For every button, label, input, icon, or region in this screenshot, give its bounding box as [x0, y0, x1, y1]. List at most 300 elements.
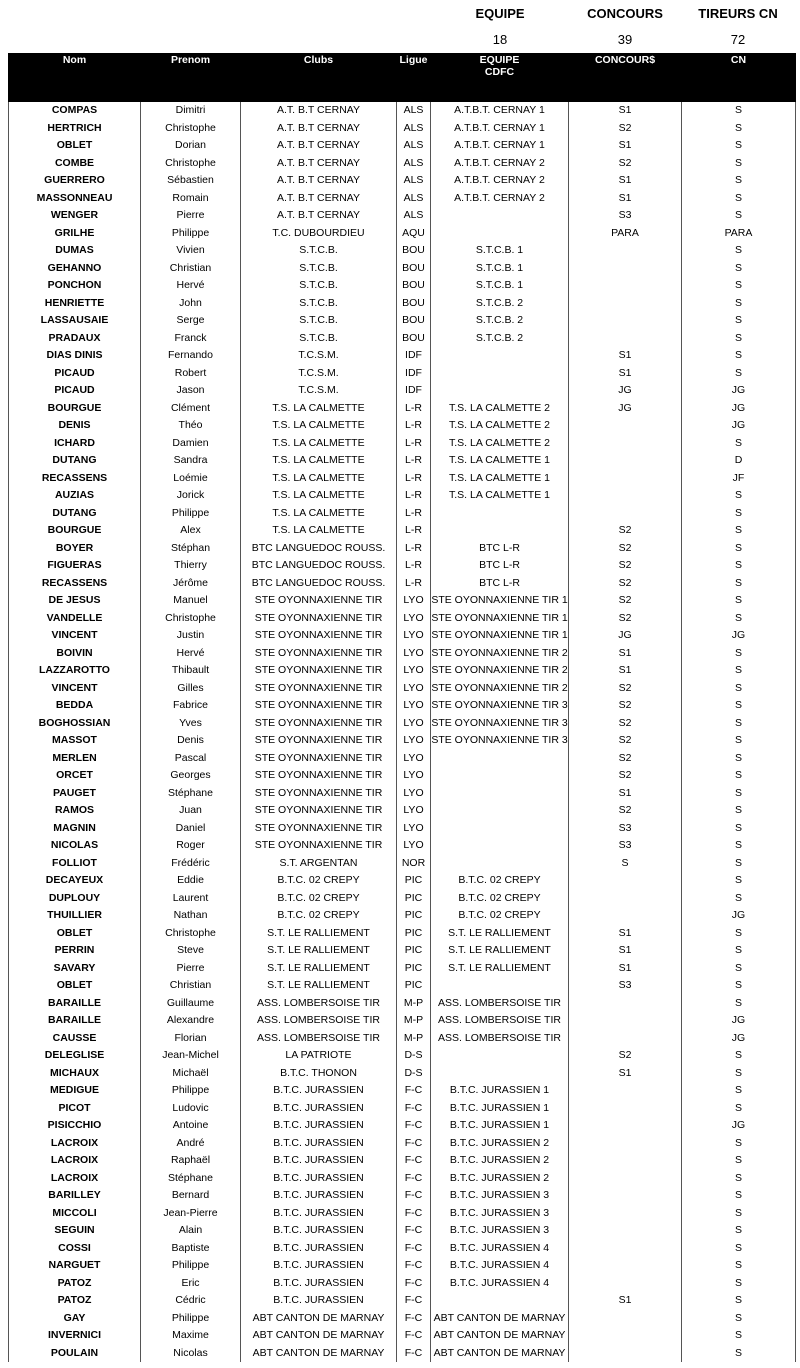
table-row — [9, 1012, 796, 1030]
cell-nom: FIGUERAS — [9, 557, 141, 575]
cell-club: STE OYONNAXIENNE TIR — [241, 627, 397, 645]
cell-equipe: STE OYONNAXIENNE TIR 1 — [431, 627, 569, 645]
cell-ligue: LYO — [397, 802, 431, 820]
cell-prenom: Fernando — [141, 347, 241, 365]
cell-club: STE OYONNAXIENNE TIR — [241, 785, 397, 803]
cell-prenom: Christophe — [141, 610, 241, 628]
cell-cn: S — [682, 1187, 796, 1205]
cell-club: ASS. LOMBERSOISE TIR — [241, 995, 397, 1013]
cell-equipe: B.T.C. JURASSIEN 2 — [431, 1170, 569, 1188]
cell-nom: LACROIX — [9, 1135, 141, 1153]
table-row — [9, 260, 796, 278]
cell-nom: BOIVIN — [9, 645, 141, 663]
cell-nom: RECASSENS — [9, 470, 141, 488]
cell-cn: S — [682, 732, 796, 750]
cell-prenom: Fabrice — [141, 697, 241, 715]
cell-concours — [569, 995, 682, 1013]
cell-cn: S — [682, 1135, 796, 1153]
cell-cn: JG — [682, 1012, 796, 1030]
cell-nom: COMBE — [9, 155, 141, 173]
header-prenom: Prenom — [141, 54, 241, 102]
table-row — [9, 1187, 796, 1205]
table-row — [9, 400, 796, 418]
cell-prenom: Franck — [141, 330, 241, 348]
table-row — [9, 645, 796, 663]
cell-nom: GUERRERO — [9, 172, 141, 190]
cell-equipe — [431, 820, 569, 838]
table-row — [9, 365, 796, 383]
cell-concours — [569, 242, 682, 260]
cell-club: B.T.C. JURASSIEN — [241, 1275, 397, 1293]
cell-concours: S1 — [569, 925, 682, 943]
cell-concours — [569, 872, 682, 890]
cell-club: T.S. LA CALMETTE — [241, 487, 397, 505]
cell-concours — [569, 312, 682, 330]
cell-cn: S — [682, 995, 796, 1013]
cell-ligue: PIC — [397, 907, 431, 925]
cell-equipe: B.T.C. 02 CREPY — [431, 872, 569, 890]
cell-concours: S3 — [569, 820, 682, 838]
cell-nom: DUMAS — [9, 242, 141, 260]
cell-club: ABT CANTON DE MARNAY — [241, 1327, 397, 1345]
cell-club: T.S. LA CALMETTE — [241, 505, 397, 523]
cell-prenom: Hervé — [141, 277, 241, 295]
cell-nom: INVERNICI — [9, 1327, 141, 1345]
cell-ligue: PIC — [397, 925, 431, 943]
cell-equipe: B.T.C. 02 CREPY — [431, 907, 569, 925]
table-row — [9, 785, 796, 803]
table-row — [9, 610, 796, 628]
cell-equipe: STE OYONNAXIENNE TIR 3 — [431, 732, 569, 750]
table-row — [9, 1047, 796, 1065]
cell-nom: VINCENT — [9, 680, 141, 698]
cell-cn: S — [682, 540, 796, 558]
cell-concours: S1 — [569, 662, 682, 680]
table-row — [9, 820, 796, 838]
cell-ligue: NOR — [397, 855, 431, 873]
table-row — [9, 1205, 796, 1223]
cell-equipe: B.T.C. JURASSIEN 3 — [431, 1205, 569, 1223]
cell-nom: GRILHE — [9, 225, 141, 243]
table-row — [9, 487, 796, 505]
cell-prenom: Gilles — [141, 680, 241, 698]
cell-prenom: Justin — [141, 627, 241, 645]
cell-ligue: BOU — [397, 277, 431, 295]
cell-cn: S — [682, 260, 796, 278]
cell-ligue: F-C — [397, 1117, 431, 1135]
cell-equipe: ABT CANTON DE MARNAY — [431, 1310, 569, 1328]
cell-nom: GAY — [9, 1310, 141, 1328]
cell-nom: PATOZ — [9, 1275, 141, 1293]
cell-nom: COSSI — [9, 1240, 141, 1258]
cell-prenom: Philippe — [141, 1257, 241, 1275]
table-row — [9, 295, 796, 313]
cell-nom: DE JESUS — [9, 592, 141, 610]
cell-ligue: IDF — [397, 347, 431, 365]
table-row — [9, 522, 796, 540]
cell-cn: S — [682, 347, 796, 365]
cell-nom: MASSONNEAU — [9, 190, 141, 208]
cell-nom: HERTRICH — [9, 120, 141, 138]
cell-cn: S — [682, 575, 796, 593]
cell-ligue: L-R — [397, 417, 431, 435]
cell-equipe: A.T.B.T. CERNAY 1 — [431, 102, 569, 120]
cell-equipe — [431, 837, 569, 855]
cell-concours: S2 — [569, 610, 682, 628]
cell-club: B.T.C. 02 CREPY — [241, 890, 397, 908]
cell-prenom: Philippe — [141, 1310, 241, 1328]
cell-club: S.T. LE RALLIEMENT — [241, 977, 397, 995]
cell-equipe: S.T.C.B. 1 — [431, 260, 569, 278]
cell-concours — [569, 417, 682, 435]
cell-prenom: Christian — [141, 977, 241, 995]
table-row — [9, 347, 796, 365]
cell-cn: S — [682, 1275, 796, 1293]
table-row — [9, 1257, 796, 1275]
cell-club: S.T. LE RALLIEMENT — [241, 942, 397, 960]
cell-club: ASS. LOMBERSOISE TIR — [241, 1012, 397, 1030]
cell-concours: S1 — [569, 190, 682, 208]
cell-nom: DUTANG — [9, 505, 141, 523]
cell-club: T.S. LA CALMETTE — [241, 435, 397, 453]
cell-cn: S — [682, 155, 796, 173]
cell-nom: DUTANG — [9, 452, 141, 470]
table-row — [9, 977, 796, 995]
cell-ligue: F-C — [397, 1205, 431, 1223]
cell-club: A.T. B.T CERNAY — [241, 120, 397, 138]
cell-prenom: Loémie — [141, 470, 241, 488]
cell-concours: S1 — [569, 645, 682, 663]
cell-cn: S — [682, 977, 796, 995]
cell-ligue: F-C — [397, 1327, 431, 1345]
cell-ligue: D-S — [397, 1047, 431, 1065]
cell-club: A.T. B.T CERNAY — [241, 190, 397, 208]
cell-equipe — [431, 505, 569, 523]
cell-prenom: Damien — [141, 435, 241, 453]
cell-concours: PARA — [569, 225, 682, 243]
cell-concours: S2 — [569, 592, 682, 610]
cell-concours: S2 — [569, 802, 682, 820]
cell-cn: S — [682, 750, 796, 768]
cell-equipe: S.T.C.B. 1 — [431, 277, 569, 295]
cell-club: BTC LANGUEDOC ROUSS. — [241, 540, 397, 558]
cell-ligue: D-S — [397, 1065, 431, 1083]
cell-club: A.T. B.T CERNAY — [241, 155, 397, 173]
cell-club: B.T.C. JURASSIEN — [241, 1135, 397, 1153]
cell-nom: LACROIX — [9, 1152, 141, 1170]
cell-prenom: Maxime — [141, 1327, 241, 1345]
cell-prenom: Clément — [141, 400, 241, 418]
cell-nom: CAUSSE — [9, 1030, 141, 1048]
cell-concours — [569, 890, 682, 908]
cell-ligue: LYO — [397, 820, 431, 838]
cell-concours — [569, 1345, 682, 1363]
cell-nom: BOGHOSSIAN — [9, 715, 141, 733]
cell-concours — [569, 1135, 682, 1153]
cell-nom: RAMOS — [9, 802, 141, 820]
cell-nom: ORCET — [9, 767, 141, 785]
table-row — [9, 855, 796, 873]
cell-nom: PATOZ — [9, 1292, 141, 1310]
cell-club: ASS. LOMBERSOISE TIR — [241, 1030, 397, 1048]
cell-ligue: M-P — [397, 1030, 431, 1048]
cell-club: S.T.C.B. — [241, 277, 397, 295]
cell-equipe: B.T.C. JURASSIEN 4 — [431, 1240, 569, 1258]
cell-equipe — [431, 382, 569, 400]
cell-cn: S — [682, 190, 796, 208]
table-row — [9, 1117, 796, 1135]
table-row — [9, 1170, 796, 1188]
header-ligue: Ligue — [397, 54, 431, 102]
cell-cn: S — [682, 820, 796, 838]
cell-cn: JG — [682, 627, 796, 645]
cell-nom: GEHANNO — [9, 260, 141, 278]
cell-prenom: Philippe — [141, 225, 241, 243]
cell-prenom: Théo — [141, 417, 241, 435]
table-row — [9, 137, 796, 155]
cell-concours: S1 — [569, 1292, 682, 1310]
cell-ligue: F-C — [397, 1170, 431, 1188]
cell-equipe: ABT CANTON DE MARNAY — [431, 1345, 569, 1363]
cell-equipe: A.T.B.T. CERNAY 1 — [431, 120, 569, 138]
cell-equipe: S.T.C.B. 2 — [431, 312, 569, 330]
table-row — [9, 207, 796, 225]
cell-cn: S — [682, 242, 796, 260]
cell-concours: S2 — [569, 155, 682, 173]
cell-cn: S — [682, 890, 796, 908]
cell-ligue: M-P — [397, 995, 431, 1013]
cell-prenom: Antoine — [141, 1117, 241, 1135]
cell-equipe: STE OYONNAXIENNE TIR 3 — [431, 715, 569, 733]
table-row — [9, 942, 796, 960]
cell-club: T.C.S.M. — [241, 347, 397, 365]
cell-club: T.S. LA CALMETTE — [241, 452, 397, 470]
cell-ligue: F-C — [397, 1187, 431, 1205]
cell-equipe: B.T.C. JURASSIEN 1 — [431, 1100, 569, 1118]
cell-equipe: ABT CANTON DE MARNAY — [431, 1327, 569, 1345]
cell-cn: S — [682, 365, 796, 383]
cell-cn: S — [682, 785, 796, 803]
cell-concours — [569, 1117, 682, 1135]
cell-cn: S — [682, 330, 796, 348]
cell-nom: BEDDA — [9, 697, 141, 715]
cell-concours: S2 — [569, 540, 682, 558]
header-equipe-line1: EQUIPE — [479, 54, 520, 66]
cell-club: ABT CANTON DE MARNAY — [241, 1345, 397, 1363]
cell-club: BTC LANGUEDOC ROUSS. — [241, 575, 397, 593]
table-row — [9, 872, 796, 890]
table-row — [9, 837, 796, 855]
cell-cn: S — [682, 522, 796, 540]
cell-ligue: PIC — [397, 942, 431, 960]
cell-prenom: Jérôme — [141, 575, 241, 593]
cell-cn: S — [682, 592, 796, 610]
cell-nom: POULAIN — [9, 1345, 141, 1363]
cell-cn: S — [682, 312, 796, 330]
cell-concours — [569, 1205, 682, 1223]
cell-concours: S2 — [569, 120, 682, 138]
cell-nom: VINCENT — [9, 627, 141, 645]
cell-equipe: ASS. LOMBERSOISE TIR — [431, 1012, 569, 1030]
cell-equipe: B.T.C. 02 CREPY — [431, 890, 569, 908]
cell-ligue: LYO — [397, 732, 431, 750]
cell-nom: LACROIX — [9, 1170, 141, 1188]
cell-nom: BARAILLE — [9, 1012, 141, 1030]
cell-prenom: Thierry — [141, 557, 241, 575]
cell-ligue: PIC — [397, 872, 431, 890]
cell-concours: S1 — [569, 172, 682, 190]
table-row — [9, 575, 796, 593]
cell-prenom: Florian — [141, 1030, 241, 1048]
tireurs-summary-count: 72 — [730, 32, 746, 47]
cell-club: B.T.C. JURASSIEN — [241, 1292, 397, 1310]
table-row — [9, 312, 796, 330]
cell-concours: S1 — [569, 1065, 682, 1083]
table-row — [9, 190, 796, 208]
cell-prenom: Robert — [141, 365, 241, 383]
cell-concours: S1 — [569, 102, 682, 120]
cell-cn: S — [682, 610, 796, 628]
cell-nom: PICAUD — [9, 382, 141, 400]
cell-ligue: L-R — [397, 470, 431, 488]
cell-equipe — [431, 1292, 569, 1310]
cell-concours — [569, 452, 682, 470]
cell-concours — [569, 1030, 682, 1048]
table-row — [9, 1082, 796, 1100]
cell-concours — [569, 295, 682, 313]
cell-nom: VANDELLE — [9, 610, 141, 628]
cell-concours — [569, 1327, 682, 1345]
table-row — [9, 1327, 796, 1345]
cell-cn: S — [682, 1047, 796, 1065]
cell-nom: DECAYEUX — [9, 872, 141, 890]
header-concours: CONCOUR$ — [569, 54, 682, 102]
cell-concours — [569, 1222, 682, 1240]
cell-ligue: ALS — [397, 207, 431, 225]
cell-club: T.S. LA CALMETTE — [241, 400, 397, 418]
cell-cn: JG — [682, 417, 796, 435]
cell-equipe: STE OYONNAXIENNE TIR 3 — [431, 697, 569, 715]
table-row — [9, 1222, 796, 1240]
cell-club: STE OYONNAXIENNE TIR — [241, 697, 397, 715]
cell-cn: S — [682, 1152, 796, 1170]
cell-equipe: A.T.B.T. CERNAY 1 — [431, 137, 569, 155]
cell-equipe: B.T.C. JURASSIEN 2 — [431, 1135, 569, 1153]
cell-prenom: Pierre — [141, 960, 241, 978]
cell-nom: MASSOT — [9, 732, 141, 750]
cell-equipe: S.T.C.B. 1 — [431, 242, 569, 260]
cell-prenom: Nicolas — [141, 1345, 241, 1363]
table-row — [9, 890, 796, 908]
cell-ligue: F-C — [397, 1082, 431, 1100]
cell-nom: AUZIAS — [9, 487, 141, 505]
cell-club: T.S. LA CALMETTE — [241, 470, 397, 488]
cell-equipe: T.S. LA CALMETTE 2 — [431, 417, 569, 435]
cell-ligue: F-C — [397, 1345, 431, 1363]
cell-prenom: Hervé — [141, 645, 241, 663]
cell-ligue: ALS — [397, 172, 431, 190]
cell-club: A.T. B.T CERNAY — [241, 102, 397, 120]
cell-ligue: L-R — [397, 400, 431, 418]
cell-club: STE OYONNAXIENNE TIR — [241, 732, 397, 750]
cell-equipe: S.T.C.B. 2 — [431, 295, 569, 313]
cell-concours: S1 — [569, 347, 682, 365]
table-row — [9, 627, 796, 645]
cell-prenom: Frédéric — [141, 855, 241, 873]
cell-cn: S — [682, 645, 796, 663]
cell-cn: S — [682, 697, 796, 715]
cell-ligue: F-C — [397, 1135, 431, 1153]
cell-ligue: F-C — [397, 1257, 431, 1275]
header-cn: CN — [682, 54, 796, 102]
cell-club: STE OYONNAXIENNE TIR — [241, 820, 397, 838]
equipe-summary-count: 18 — [492, 32, 508, 47]
cell-equipe: S.T. LE RALLIEMENT — [431, 960, 569, 978]
cell-concours: S2 — [569, 680, 682, 698]
cell-cn: S — [682, 1170, 796, 1188]
cell-concours — [569, 260, 682, 278]
cell-ligue: IDF — [397, 365, 431, 383]
cell-nom: MEDIGUE — [9, 1082, 141, 1100]
cell-cn: S — [682, 680, 796, 698]
cell-cn: S — [682, 1292, 796, 1310]
cell-cn: S — [682, 277, 796, 295]
cell-nom: DELEGLISE — [9, 1047, 141, 1065]
cell-prenom: Romain — [141, 190, 241, 208]
cell-cn: S — [682, 1222, 796, 1240]
cell-equipe: T.S. LA CALMETTE 1 — [431, 487, 569, 505]
cell-prenom: Christian — [141, 260, 241, 278]
cell-nom: OBLET — [9, 977, 141, 995]
cell-club: STE OYONNAXIENNE TIR — [241, 767, 397, 785]
cell-club: B.T.C. 02 CREPY — [241, 872, 397, 890]
cell-concours — [569, 1100, 682, 1118]
cell-equipe: STE OYONNAXIENNE TIR 1 — [431, 592, 569, 610]
cell-equipe: A.T.B.T. CERNAY 2 — [431, 155, 569, 173]
cell-equipe: B.T.C. JURASSIEN 4 — [431, 1257, 569, 1275]
cell-club: B.T.C. JURASSIEN — [241, 1170, 397, 1188]
cell-concours — [569, 1152, 682, 1170]
cell-ligue: LYO — [397, 627, 431, 645]
cell-nom: MICCOLI — [9, 1205, 141, 1223]
cell-club: T.C.S.M. — [241, 365, 397, 383]
table-row — [9, 330, 796, 348]
table-row — [9, 172, 796, 190]
cell-equipe: STE OYONNAXIENNE TIR 1 — [431, 610, 569, 628]
cell-ligue: ALS — [397, 155, 431, 173]
table-row — [9, 925, 796, 943]
cell-cn: S — [682, 855, 796, 873]
table-row — [9, 802, 796, 820]
cell-club: S.T. LE RALLIEMENT — [241, 960, 397, 978]
cell-prenom: Bernard — [141, 1187, 241, 1205]
cell-prenom: Stéphane — [141, 1170, 241, 1188]
cell-concours: JG — [569, 400, 682, 418]
cell-club: STE OYONNAXIENNE TIR — [241, 662, 397, 680]
cell-prenom: Dimitri — [141, 102, 241, 120]
tireurs-summary-label: TIREURS CN — [698, 6, 778, 21]
cell-concours: S3 — [569, 837, 682, 855]
cell-prenom: Alex — [141, 522, 241, 540]
table-row — [9, 225, 796, 243]
cell-ligue: ALS — [397, 120, 431, 138]
cell-equipe — [431, 977, 569, 995]
cell-concours — [569, 1257, 682, 1275]
cell-concours: JG — [569, 382, 682, 400]
cell-ligue: LYO — [397, 697, 431, 715]
concours-summary-label: CONCOURS — [587, 6, 663, 21]
cell-nom: SAVARY — [9, 960, 141, 978]
